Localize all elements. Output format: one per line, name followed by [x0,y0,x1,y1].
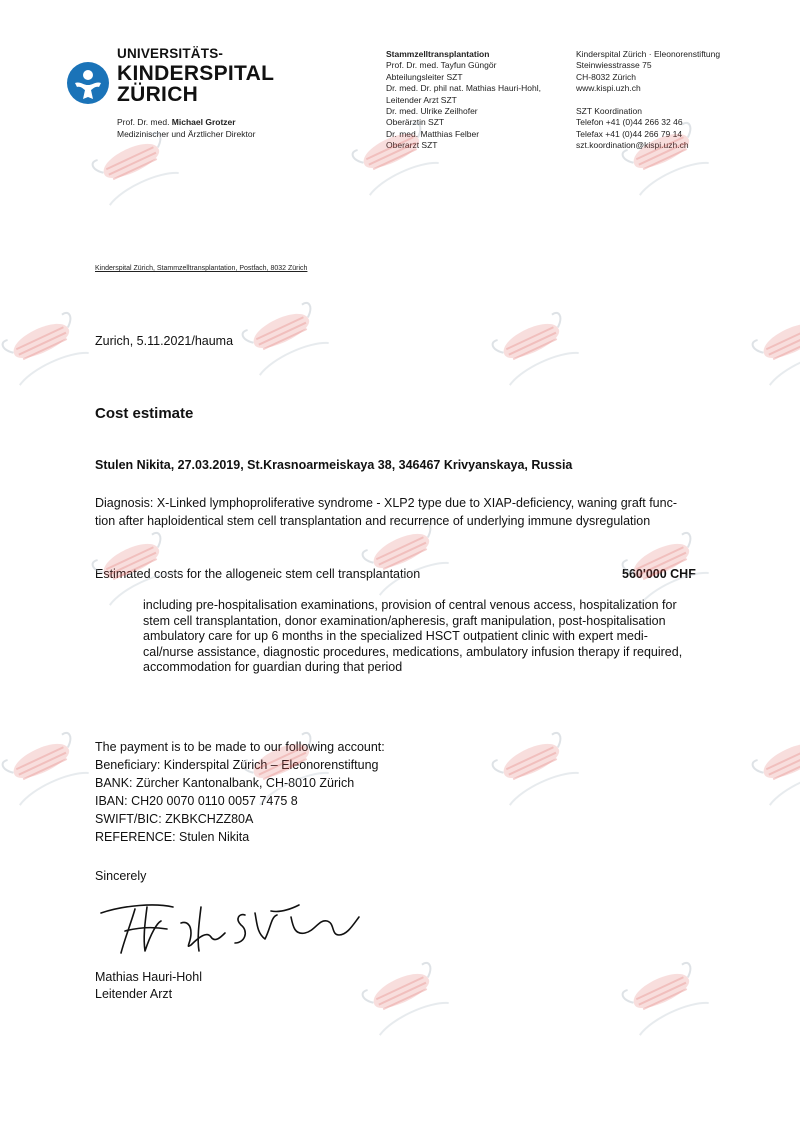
department-line: Prof. Dr. med. Tayfun Güngör [386,60,497,71]
beneficiary-line: Beneficiary: Kinderspital Zürich – Eleonorenstiftung [95,758,379,772]
included-line: stem cell transplantation, donor examination/apheresis, graft manipulation, post-hospitalisation [143,613,666,628]
document-title: Cost estimate [95,405,194,422]
institution-line: CH-8032 Zürich [576,71,636,82]
medical-mask-watermark-icon [740,720,800,840]
contact-phone: Telefon +41 (0)44 266 32 46 [576,117,683,128]
institution-website[interactable]: www.kispi.uzh.ch [576,83,641,94]
wordmark-line-2: KINDERSPITAL [117,62,275,85]
director-prefix: Prof. Dr. med. [117,117,172,127]
wordmark-line-1: UNIVERSITÄTS- [117,46,224,61]
medical-mask-watermark-icon [740,300,800,420]
signer-title: Leitender Arzt [95,987,173,1001]
patient-line: Stulen Nikita, 27.03.2019, St.Krasnoarmeiskaya 38, 346467 Krivyanskaya, Russia [95,458,573,472]
signer-block [95,969,202,1003]
bank-line: BANK: Zürcher Kantonalbank, CH-8010 Zürich [95,776,355,790]
institution-wordmark [117,44,274,105]
diagnosis-paragraph [95,494,710,530]
payment-line: The payment is to be made to our following account: [95,740,385,754]
date-line: Zurich, 5.11.2021/hauma [95,334,234,348]
department-line: Dr. med. Ulrike Zeilhofer [386,105,478,116]
signer-name: Mathias Hauri-Hohl [95,970,202,984]
included-line: ambulatory care for up 6 months in the specialized HSCT outpatient clinic with expert medi- [143,629,648,643]
director-block [117,116,255,140]
medical-mask-watermark-icon [230,290,350,410]
included-line: cal/nurse assistance, diagnostic procedures, medications, ambulatory infusion therapy if required, [143,644,683,659]
included-line: accommodation for guardian during that period [143,660,403,674]
institution-column [576,49,720,152]
institution-line: Kinderspital Zürich · Eleonorenstiftung [576,49,721,59]
costs-amount: 560'000 CHF [622,567,696,581]
department-column [386,49,541,152]
closing: Sincerely [95,869,147,883]
medical-mask-watermark-icon [610,950,730,1070]
child-figure-logo-icon [66,61,110,105]
included-line: including pre-hospitalisation examinations, provision of central venous access, hospitalization for [143,598,677,612]
department-title: Stammzelltransplantation [386,49,490,59]
director-role: Medizinischer und Ärztlicher Direktor [117,129,256,139]
return-address: Kinderspital Zürich, Stammzelltransplantation, Postfach, 8032 Zürich [95,265,308,272]
handwritten-signature [95,893,365,963]
medical-mask-watermark-icon [480,300,600,420]
director-name: Michael Grotzer [171,117,236,127]
department-line: Abteilungsleiter SZT [386,71,463,82]
department-line: Dr. med. Dr. phil nat. Mathias Hauri-Hohl, [386,83,541,94]
costs-label: Estimated costs for the allogeneic stem cell transplantation [95,567,421,581]
iban-line: IBAN: CH20 0070 0110 0057 7475 8 [95,794,298,808]
contact-fax: Telefax +41 (0)44 266 79 14 [576,128,683,139]
wordmark-line-3: ZÜRICH [117,83,199,106]
department-line: Dr. med. Matthias Felber [386,128,480,139]
department-line: Oberarzt SZT [386,140,438,151]
contact-line: SZT Koordination [576,105,642,116]
included-services-paragraph [143,598,728,676]
medical-mask-watermark-icon [480,720,600,840]
department-line: Oberärztin SZT [386,117,445,128]
swift-line: SWIFT/BIC: ZKBKCHZZ80A [95,812,254,826]
reference-line: REFERENCE: Stulen Nikita [95,830,250,844]
payment-details [95,738,385,846]
diagnosis-line: tion after haploidentical stem cell transplantation and recurrence of underlying immune dysregulation [95,514,651,528]
medical-mask-watermark-icon [0,300,110,420]
diagnosis-line: Diagnosis: X-Linked lymphoproliferative syndrome - XLP2 type due to XIAP-deficiency, waning graft func- [95,496,678,510]
medical-mask-watermark-icon [350,950,470,1070]
medical-mask-watermark-icon [0,720,110,840]
contact-email[interactable]: szt.koordination@kispi.uzh.ch [576,140,689,151]
department-line: Leitender Arzt SZT [386,94,457,105]
institution-line: Steinwiesstrasse 75 [576,60,652,71]
